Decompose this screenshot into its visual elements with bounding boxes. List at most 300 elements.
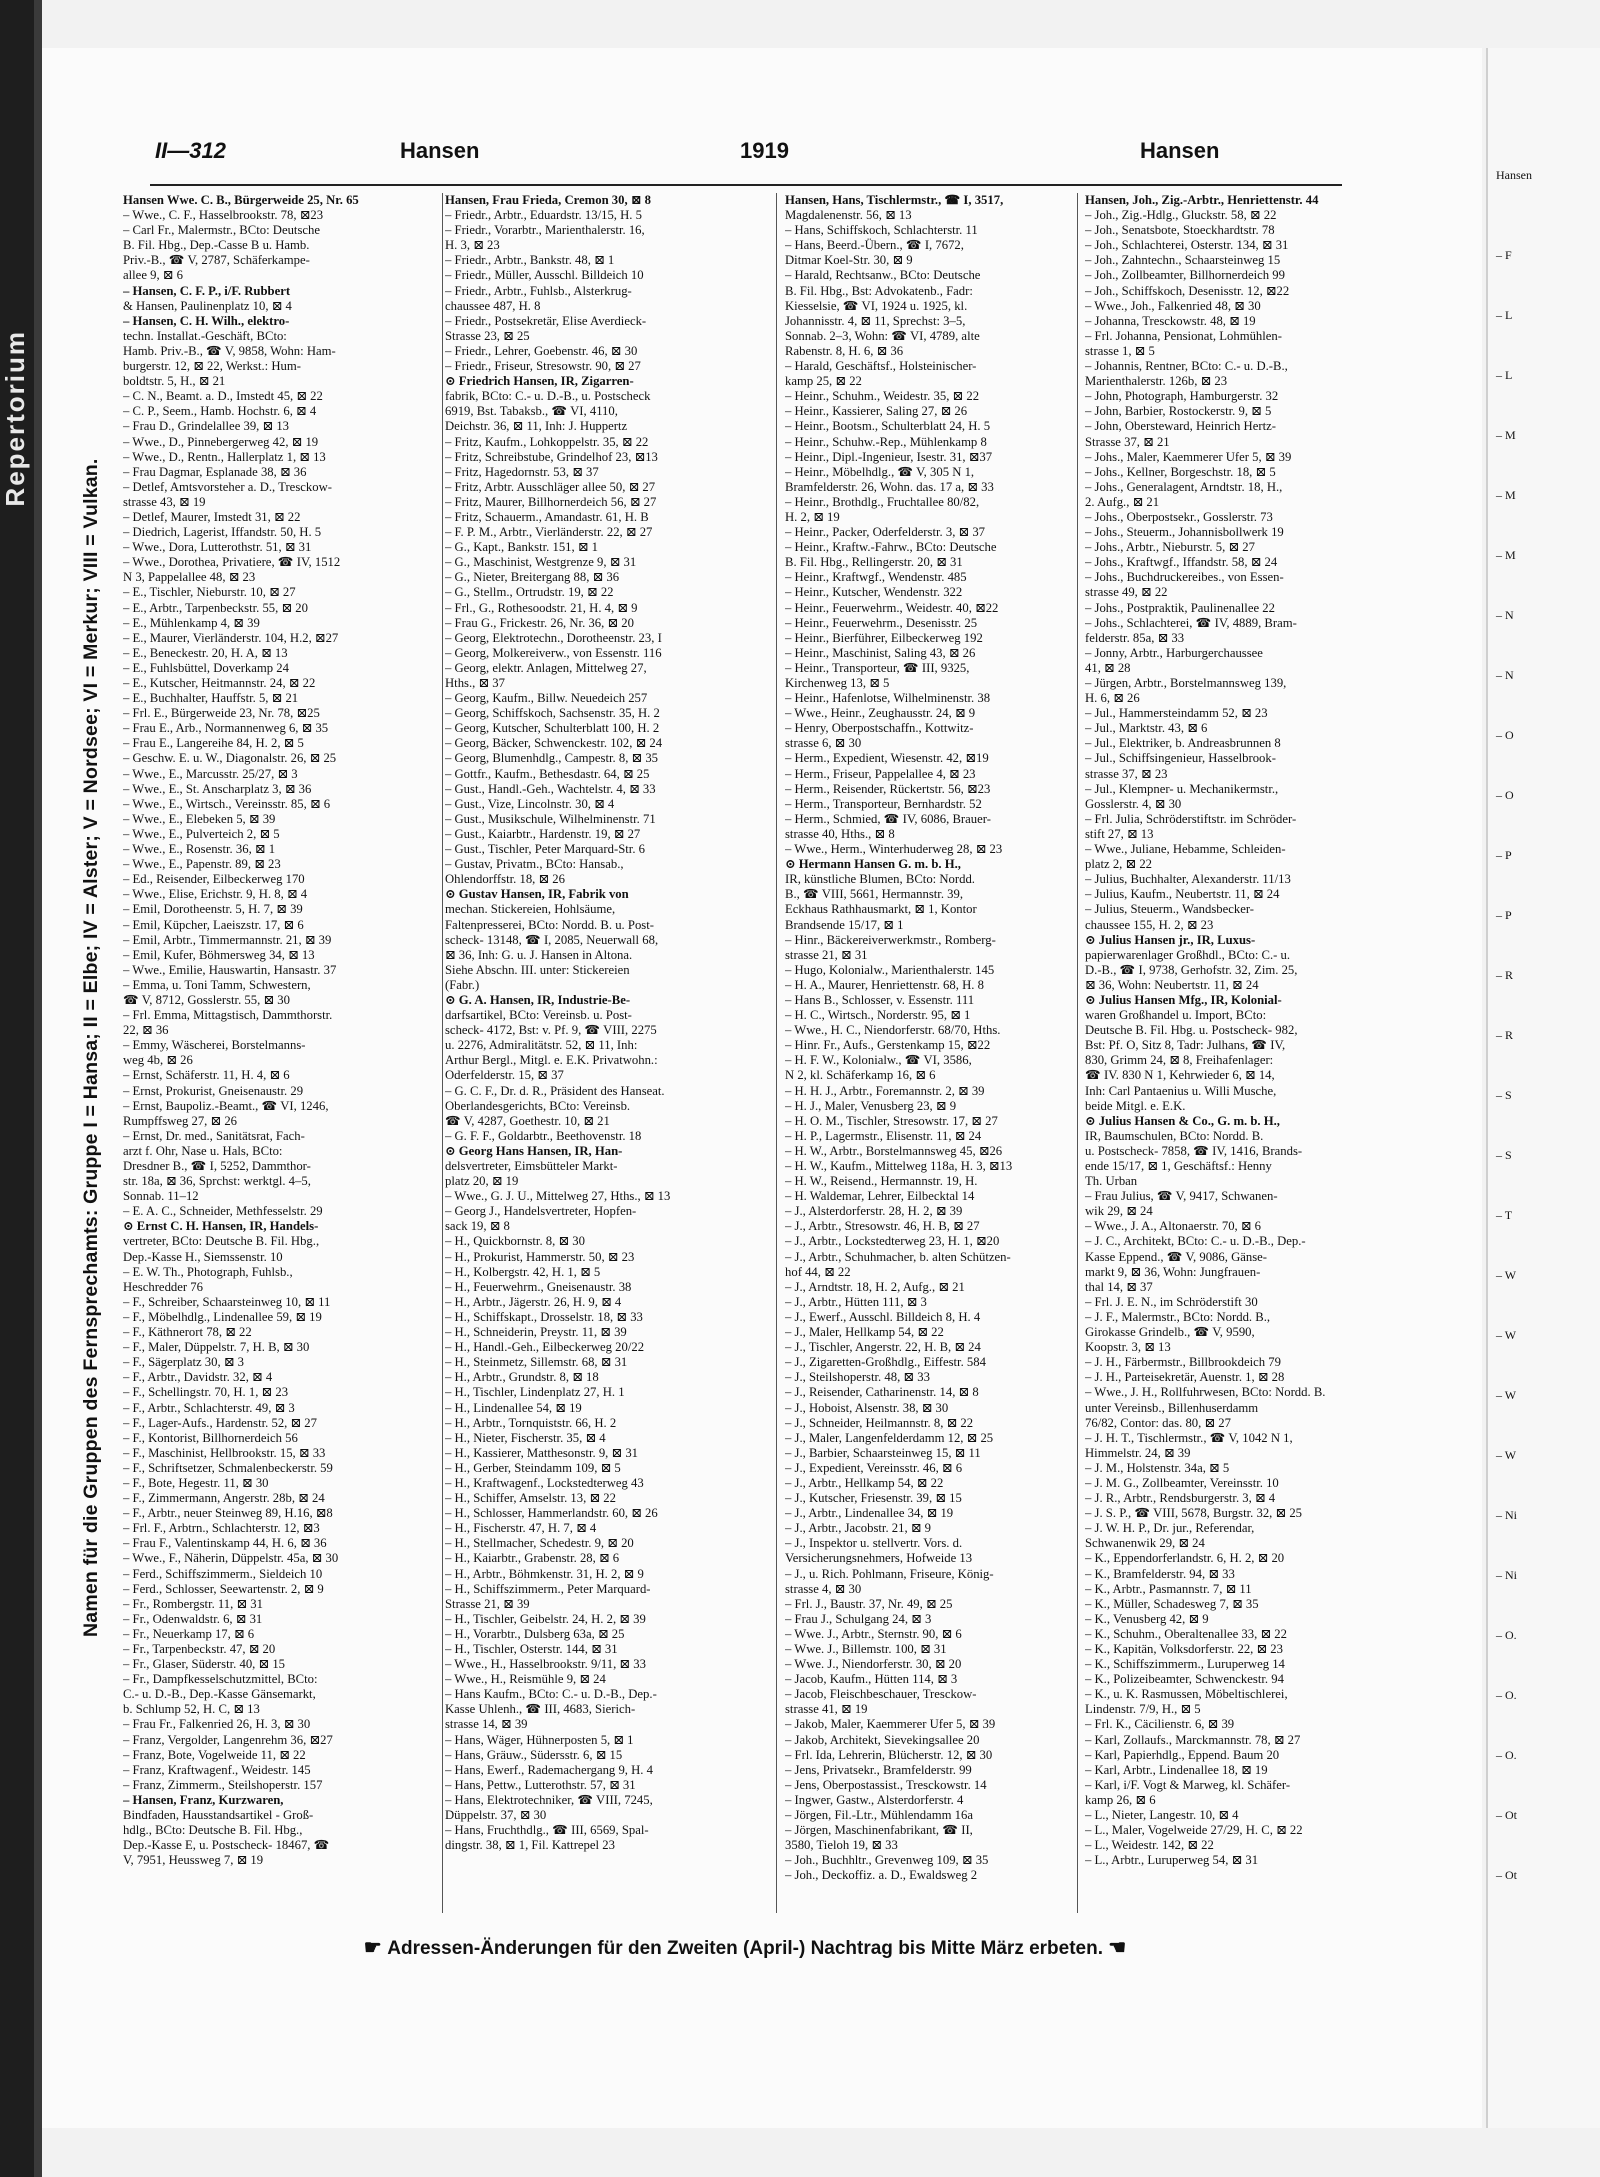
directory-entry: – F., Arbtr., Schlachterstr. 49, ⊠ 3 [123,1400,295,1415]
directory-entry: – Emmy, Wäscherei, Borstelmanns- [123,1038,306,1053]
directory-entry: Kasse Eppend., ☎ V, 9086, Gänse- [1085,1249,1268,1264]
directory-entry: – Frl. J. E. N., im Schröderstift 30 [1085,1294,1258,1309]
directory-entry: – H., Schneiderin, Preystr. 11, ⊠ 39 [445,1325,627,1340]
directory-entry: – Franz, Kraftwagenf., Weidestr. 145 [123,1762,311,1777]
directory-entry: – Johannis, Rentner, BCto: C.- u. D.-B., [1085,359,1288,374]
directory-entry: – Hans, Gräuw., Südersstr. 6, ⊠ 15 [445,1747,623,1762]
directory-entry: Faltenpresserei, BCto: Nordd. B. u. Post- [445,917,654,932]
directory-entry: H. 2, ⊠ 19 [785,509,840,524]
directory-entry: – H., Kraftwagenf., Lockstedterweg 43 [445,1475,644,1490]
directory-entry: – H. A., Maurer, Henriettenstr. 68, H. 8 [785,977,984,992]
directory-entry: – Hans, Fruchthdlg., ☎ III, 6569, Spal- [445,1823,649,1838]
directory-entry: – Ed., Reisender, Eilbeckerweg 170 [123,872,305,887]
directory-entry: – Georg, Molkereiverw., von Essenstr. 116 [445,645,662,660]
directory-entry: Dep.-Kasse H., Siemssenstr. 10 [123,1249,283,1264]
directory-entry: – Wwe. J., Billemstr. 100, ⊠ 31 [785,1642,947,1656]
directory-entry: – Joh., Zig.-Hdlg., Gluckstr. 58, ⊠ 22 [1085,208,1277,223]
directory-entry: – F., Sägerplatz 30, ⊠ 3 [123,1355,244,1370]
directory-entry: – Jul., Marktstr. 43, ⊠ 6 [1085,721,1208,736]
directory-entry: (Fabr.) [445,977,480,992]
directory-entry: – Herm., Expedient, Wiesenstr. 42, ⊠19 [785,751,989,766]
directory-entry: Hths., ⊠ 37 [445,676,505,690]
directory-entry: – Wwe., Dora, Lutterothstr. 51, ⊠ 31 [123,540,312,555]
directory-entry: – H., Schlosser, Hammerlandstr. 60, ⊠ 26 [445,1506,658,1521]
directory-entry: ⊙ Hermann Hansen G. m. b. H., [785,857,961,872]
directory-entry: – H. W., Kaufm., Mittelweg 118a, H. 3, ⊠13 [785,1159,1013,1173]
directory-entry: platz 2, ⊠ 22 [1085,857,1153,872]
directory-entry: – Frl. E., Bürgerweide 23, Nr. 78, ⊠25 [123,706,320,721]
directory-entry: – H., Arbtr., Tornquiststr. 66, H. 2 [445,1415,617,1430]
directory-entry: – Wwe., Dorothea, Privatiere, ☎ IV, 1512 [123,555,341,570]
directory-entry: – Johs., Schlachterei, ☎ IV, 4889, Bram- [1085,615,1297,630]
directory-entry: – Heinr., Transporteur, ☎ III, 9325, [785,660,970,675]
directory-entry: – Karl, Arbtr., Lindenallee 18, ⊠ 19 [1085,1762,1268,1777]
directory-entry: – E., Buchhalter, Hauffstr. 5, ⊠ 21 [123,691,299,706]
directory-entry: – Hans, Wäger, Hühnerposten 5, ⊠ 1 [445,1732,634,1747]
directory-entry: – Franz, Vergolder, Langenrehm 36, ⊠27 [123,1732,333,1747]
directory-entry: – F., Schellingstr. 70, H. 1, ⊠ 23 [123,1385,289,1400]
directory-entry: boldtstr. 5, H., ⊠ 21 [123,374,226,389]
directory-entry: Dresdner B., ☎ I, 5252, Dammthor- [123,1159,311,1173]
directory-entry: – Ernst, Schäferstr. 11, H. 4, ⊠ 6 [123,1068,290,1083]
directory-entry: Strasse 37, ⊠ 21 [1085,434,1170,449]
gutter-title: Repertorium [0,330,30,507]
directory-entry: stift 27, ⊠ 13 [1085,826,1154,841]
directory-entry: u. 2276, Admiralitätstr. 52, ⊠ 11, Inh: [445,1038,638,1053]
directory-entry: – E., Beneckestr. 20, H. A, ⊠ 13 [123,645,288,660]
directory-entry: techn. Installat.-Geschäft, BCto: [123,328,287,343]
directory-entry: – Emma, u. Toni Tamm, Schwestern, [123,977,311,992]
directory-entry: – Fr., Dampfkesselschutzmittel, BCto: [123,1672,318,1687]
directory-entry: B., ☎ VIII, 5661, Hermannstr. 39, [785,887,964,902]
directory-entry: – E., Mühlenkamp 4, ⊠ 39 [123,615,260,630]
directory-entry: – Hans, Pettw., Lutterothstr. 57, ⊠ 31 [445,1777,636,1792]
directory-entry: scheck- 13148, ☎ I, 2085, Neuerwall 68, [445,932,659,947]
pointing-hand-icon: ☚ [1108,1937,1127,1959]
directory-entry: – Detlef, Amtsvorsteher a. D., Tresckow- [123,479,332,494]
directory-entry: Hansen Wwe. C. B., Bürgerweide 25, Nr. 65 [123,193,359,207]
directory-entry: Eckhaus Rathhausmarkt, ⊠ 1, Kontor [785,902,977,917]
directory-entry: – Karl, Papierhdlg., Eppend. Baum 20 [1085,1747,1280,1762]
directory-entry: – H. J., Maler, Venusberg 23, ⊠ 9 [785,1098,957,1113]
directory-entry: – J., Arbtr., Lockstedterweg 23, H. 1, ⊠20 [785,1234,1000,1249]
directory-entry: – Jörgen, Fil.-Ltr., Mühlendamm 16a [785,1808,973,1823]
directory-entry: Schwanenwik 29, ⊠ 24 [1085,1536,1205,1551]
directory-entry: sack 19, ⊠ 8 [445,1219,510,1234]
column-divider [442,193,443,1913]
directory-entry: – G. F. F., Goldarbtr., Beethovenstr. 18 [445,1128,642,1143]
directory-entry: – Jens, Privatsekr., Bramfelderstr. 99 [785,1762,972,1777]
directory-entry: – K., u. K. Rasmussen, Möbeltischlerei, [1085,1687,1288,1702]
directory-entry: – Karl, i/F. Vogt & Marweg, kl. Schäfer- [1085,1777,1291,1792]
directory-entry: – Joh., Deckoffiz. a. D., Ewaldsweg 2 [785,1868,978,1883]
directory-entry: – K., Schiffszimmerm., Luruperweg 14 [1085,1657,1285,1672]
directory-entry: Deichstr. 36, ⊠ 11, Inh: J. Huppertz [445,419,628,434]
page-header [150,138,1340,174]
directory-entry: unter Vereinsb., Billenhuserdamm [1085,1400,1259,1415]
directory-entry: – Gottfr., Kaufm., Bethesdastr. 64, ⊠ 25 [445,766,650,781]
directory-entry: – Joh., Zahntechn., Schaarsteinweg 15 [1085,253,1281,268]
directory-entry: – Frau E., Langereihe 84, H. 2, ⊠ 5 [123,736,304,751]
directory-entry: – Wwe., D., Pinnebergerweg 42, ⊠ 19 [123,434,319,449]
directory-entry: – Hugo, Kolonialw., Marienthalerstr. 145 [785,962,995,977]
directory-entry: – Frau D., Grindelallee 39, ⊠ 13 [123,419,290,434]
directory-entry: – F., Schreiber, Schaarsteinweg 10, ⊠ 11 [123,1294,331,1309]
directory-entry: – J. H. T., Tischlermstr., ☎ V, 1042 N 1, [1085,1430,1293,1445]
directory-entry: ende 15/17, ⊠ 1, Geschäftsf.: Henny [1085,1159,1272,1173]
directory-entry: B. Fil. Hbg., Bst: Advokatenb., Fadr: [785,283,973,298]
directory-entry: – E., Tischler, Nieburstr. 10, ⊠ 27 [123,585,296,600]
directory-entry: hof 44, ⊠ 22 [785,1264,851,1279]
directory-entry: – John, Photograph, Hamburgerstr. 32 [1085,389,1279,404]
directory-entry: – Wwe., F., Näherin, Düppelstr. 45a, ⊠ 30 [123,1551,339,1566]
directory-entry: – Fritz, Schreibstube, Grindelhof 23, ⊠13 [445,449,658,464]
directory-entry: – Heinr., Feuerwehrm., Weidestr. 40, ⊠22 [785,600,999,615]
directory-entry: – F., Maschinist, Hellbrookstr. 15, ⊠ 33 [123,1445,326,1460]
directory-entry: – Wwe., E., Pulverteich 2, ⊠ 5 [123,826,280,841]
directory-entry: – F., Kontorist, Billhornerdeich 56 [123,1430,298,1445]
directory-entry: – Frl. Emma, Mittagstisch, Dammthorstr. [123,1008,333,1023]
directory-entry: – E. A. C., Schneider, Methfesselstr. 29 [123,1204,323,1219]
directory-entry: – Heinr., Kraftw.-Fahrw., BCto: Deutsche [785,540,997,555]
directory-entry: allee 9, ⊠ 6 [123,268,183,283]
directory-entry: – Frl. J., Baustr. 37, Nr. 49, ⊠ 25 [785,1596,953,1611]
directory-entry: – Hinr., Bäckereiverwerkmstr., Romberg- [785,932,996,947]
directory-entry: strasse 1, ⊠ 5 [1085,343,1155,358]
directory-entry: darfsartikel, BCto: Vereinsb. u. Post- [445,1008,632,1023]
directory-entry: – H., Arbtr., Böhmkenstr. 31, H. 2, ⊠ 9 [445,1566,644,1581]
directory-entry: – F., Arbtr., neuer Steinweg 89, H.16, ⊠8 [123,1506,333,1521]
directory-entry: – J., Arbtr., Schuhmacher, b. alten Schützen- [785,1249,1011,1264]
directory-entry: Rumpffsweg 27, ⊠ 26 [123,1113,238,1128]
directory-entry: H. 6, ⊠ 26 [1085,691,1140,706]
directory-entry: – Gust., Vize, Lincolnstr. 30, ⊠ 4 [445,796,615,811]
directory-entry: strasse 40, Hths., ⊠ 8 [785,826,895,841]
directory-entry: – Jens, Oberpostassist., Tresckowstr. 14 [785,1777,987,1792]
directory-entry: – F., Möbelhdlg., Lindenallee 59, ⊠ 19 [123,1309,322,1324]
directory-entry: – H., Nieter, Fischerstr. 35, ⊠ 4 [445,1430,606,1445]
directory-entry: strasse 21, ⊠ 31 [785,947,868,962]
directory-entry: ☎ IV. 830 N 1, Kehrwieder 6, ⊠ 14, [1085,1068,1275,1083]
directory-entry: Inh: Carl Pantaenius u. Willi Musche, [1085,1083,1277,1098]
directory-entry: – H., Lindenallee 54, ⊠ 19 [445,1400,582,1415]
directory-entry: – Fr., Rombergstr. 11, ⊠ 31 [123,1596,263,1611]
directory-entry: Priv.-B., ☎ V, 2787, Schäferkampe- [123,253,310,268]
directory-entry: Sonnab. 11–12 [123,1189,199,1204]
directory-entry: N 2, kl. Schäferkamp 16, ⊠ 6 [785,1068,936,1083]
directory-entry: Bst: Pf. O, Sitz 8, Tadr: Julhans, ☎ IV, [1085,1038,1286,1053]
directory-entry: – H. C., Wirtsch., Norderstr. 95, ⊠ 1 [785,1008,971,1023]
directory-entry: – Wwe., Juliane, Hebamme, Schleiden- [1085,842,1286,857]
directory-entry: fabrik, BCto: C.- u. D.-B., u. Postscheck [445,389,651,404]
directory-entry: – Karl, Zollaufs., Marckmannstr. 78, ⊠ 27 [1085,1732,1301,1747]
directory-entry: – J., Barbier, Schaarsteinweg 15, ⊠ 11 [785,1445,981,1460]
directory-entry: Hansen, Joh., Zig.-Arbtr., Henriettenstr. 44 [1085,193,1319,207]
directory-entry: ⊙ Ernst C. H. Hansen, IR, Handels- [123,1219,319,1234]
directory-entry: Düppelstr. 37, ⊠ 30 [445,1808,547,1823]
directory-entry: Hansen, Hans, Tischlermstr., ☎ I, 3517, [785,193,1004,207]
directory-entry: – Wwe., E., Wirtsch., Vereinsstr. 85, ⊠ 6 [123,796,331,811]
directory-entry: 6919, Bst. Tabaksb., ☎ VI, 4110, [445,404,618,419]
directory-entry: – K., Bramfelderstr. 94, ⊠ 33 [1085,1566,1235,1581]
directory-entry: – K., Müller, Schadesweg 7, ⊠ 35 [1085,1596,1259,1611]
directory-entry: – H., Tischler, Lindenplatz 27, H. 1 [445,1385,625,1400]
column-3 [785,193,1070,1913]
directory-entry: – Friedr., Arbtr., Fuhlsb., Alsterkrug- [445,283,632,298]
facing-page-edge: Hansen – F – L – L – M – M – M – N – N – O – O – P – P – R – R – S – S – T – W – W – W – W – Ni – Ni – O. – O. – O. – Ot – Ot [1486,48,1600,2128]
directory-entry: Kasse Uhlenh., ☎ III, 4683, Sierich- [445,1702,636,1717]
directory-entry: – Joh., Senatsbote, Stoeckhardtstr. 78 [1085,223,1275,238]
directory-entry: str. 18a, ⊠ 36, Sprchst: werktgl. 4–5, [123,1174,311,1189]
directory-entry: – Heinr., Bierführer, Eilbeckerweg 192 [785,630,983,645]
header-rule [150,184,1342,186]
directory-entry: – J. R., Arbtr., Rendsburgerstr. 3, ⊠ 4 [1085,1491,1276,1506]
directory-entry: – Wwe. J., Niendorferstr. 30, ⊠ 20 [785,1657,962,1672]
directory-entry: – H., Tischler, Geibelstr. 24, H. 2, ⊠ 39 [445,1611,646,1626]
directory-entry: hdlg., BCto: Deutsche B. Fil. Hbg., [123,1823,303,1838]
directory-entry: – Wwe., Heinr., Zeughausstr. 24, ⊠ 9 [785,706,976,721]
directory-entry: – Diedrich, Lagerist, Iffandstr. 50, H. 5 [123,525,322,540]
directory-entry: – Joh., Zollbeamter, Billhornerdeich 99 [1085,268,1285,283]
directory-entry: – Georg, Kutscher, Schulterblatt 100, H. 2 [445,721,660,736]
directory-entry: strasse 49, ⊠ 22 [1085,585,1168,600]
directory-entry: papierwarenlager Großhdl., BCto: C.- u. [1085,947,1291,962]
directory-entry: – Jacob, Fleischbeschauer, Tresckow- [785,1687,977,1702]
directory-entry: platz 20, ⊠ 19 [445,1174,519,1189]
directory-entry: – Frau J., Schulgang 24, ⊠ 3 [785,1611,932,1626]
directory-entry: chaussee 155, H. 2, ⊠ 23 [1085,917,1214,932]
directory-entry: – Ingwer, Gastw., Alsterdorferstr. 4 [785,1792,964,1807]
book-spine [0,0,34,2177]
directory-entry: 41, ⊠ 28 [1085,660,1131,675]
directory-entry: H. 3, ⊠ 23 [445,238,500,253]
directory-entry: – G., Maschinist, Westgrenze 9, ⊠ 31 [445,555,637,570]
directory-entry: – Jul., Klempner- u. Mechanikermstr., [1085,781,1279,796]
directory-entry: – Wwe., Elise, Erichstr. 9, H. 8, ⊠ 4 [123,887,308,902]
directory-entry: strasse 37, ⊠ 23 [1085,766,1168,781]
directory-entry: – Emil, Kufer, Böhmersweg 34, ⊠ 13 [123,947,315,962]
directory-entry: – Friedr., Lehrer, Goebenstr. 46, ⊠ 30 [445,343,638,358]
directory-entry: – Wwe., G. J. U., Mittelweg 27, Hths., ⊠ 13 [445,1189,671,1204]
directory-entry: – Harald, Geschäftsf., Holsteinischer- [785,359,977,374]
directory-entry: Oderfelderstr. 15, ⊠ 37 [445,1068,564,1083]
directory-entry: – Emil, Arbtr., Timmermannstr. 21, ⊠ 39 [123,932,332,947]
directory-entry: – Jul., Elektriker, b. Andreasbrunnen 8 [1085,736,1281,751]
directory-entry: – Ernst, Dr. med., Sanitätsrat, Fach- [123,1128,305,1143]
directory-entry: – H., Kolbergstr. 42, H. 1, ⊠ 5 [445,1264,601,1279]
directory-entry: – Johs., Steuerm., Johannisbollwerk 19 [1085,525,1284,540]
directory-entry: – H., Arbtr., Jägerstr. 26, H. 9, ⊠ 4 [445,1294,622,1309]
directory-entry: Ditmar Koel-Str. 30, ⊠ 9 [785,253,913,268]
directory-entry: – E., Arbtr., Tarpenbeckstr. 55, ⊠ 20 [123,600,308,615]
directory-entry: arzt f. Ohr, Nase u. Hals, BCto: [123,1143,283,1158]
directory-entry: – J., Schneider, Heilmannstr. 8, ⊠ 22 [785,1415,974,1430]
directory-entry: ⊙ Julius Hansen jr., IR, Luxus- [1085,932,1256,947]
directory-entry: strasse 4, ⊠ 30 [785,1581,862,1596]
directory-entry: – Friedr., Müller, Ausschl. Billdeich 10 [445,268,644,283]
directory-entry: Johannisstr. 4, ⊠ 11, Sprechst: 3–5, [785,313,966,328]
directory-entry: – Johs., Generalagent, Arndtstr. 18, H., [1085,479,1283,494]
directory-entry: – Detlef, Maurer, Imstedt 31, ⊠ 22 [123,509,301,524]
directory-entry: – J., Arbtr., Stresowstr. 46, H. B, ⊠ 27 [785,1219,980,1234]
directory-entry: – K., Polizeibeamter, Schwenckestr. 94 [1085,1672,1284,1687]
directory-entry: Rabenstr. 8, H. 6, ⊠ 36 [785,343,904,358]
directory-entry: Heschredder 76 [123,1279,203,1294]
directory-entry: – F., Schriftsetzer, Schmalenbeckerstr. 59 [123,1460,333,1475]
directory-entry: – Heinr., Schuhw.-Rep., Mühlenkamp 8 [785,434,987,449]
directory-entry: – Wwe., C. F., Hasselbrookstr. 78, ⊠23 [123,208,324,223]
directory-entry: – K., Venusberg 42, ⊠ 9 [1085,1611,1209,1626]
directory-entry: – Frl., G., Rothesoodstr. 21, H. 4, ⊠ 9 [445,600,638,615]
directory-entry: – Frl. K., Cäcilienstr. 6, ⊠ 39 [1085,1717,1235,1732]
directory-entry: – Jul., Hammersteindamm 52, ⊠ 23 [1085,706,1268,721]
directory-entry: N 3, Pappelallee 48, ⊠ 23 [123,570,256,585]
directory-entry: – Johs., Arbtr., Nieburstr. 5, ⊠ 27 [1085,540,1255,555]
directory-entry: 76/82, Contor: das. 80, ⊠ 27 [1085,1415,1231,1430]
directory-entry: – Heinr., Brothdlg., Fruchtallee 80/82, [785,494,980,509]
directory-entry: – E., Kutscher, Heitmannstr. 24, ⊠ 22 [123,676,316,690]
directory-entry: – J., Ewerf., Ausschl. Billdeich 8, H. 4 [785,1309,981,1324]
directory-entry: – Joh., Schlachterei, Osterstr. 134, ⊠ 31 [1085,238,1289,253]
directory-entry: – J., Hoboist, Alsenstr. 38, ⊠ 30 [785,1400,949,1415]
directory-entry: – Wwe., E., Papenstr. 89, ⊠ 23 [123,857,281,872]
directory-entry: – Heinr., Packer, Oderfelderstr. 3, ⊠ 37 [785,525,986,540]
directory-entry: – J. W. H. P., Dr. jur., Referendar, [1085,1521,1255,1536]
column-divider [1077,193,1078,1913]
directory-entry: – H. W., Reisend., Hermannstr. 19, H. [785,1174,978,1189]
column-2 [445,193,767,1913]
directory-entry: Bindfaden, Hausstandsartikel - Groß- [123,1808,314,1823]
directory-entry: – Wwe., J. A., Altonaerstr. 70, ⊠ 6 [1085,1219,1262,1234]
directory-entry: – Franz, Bote, Vogelweide 11, ⊠ 22 [123,1747,306,1762]
directory-entry: weg 4b, ⊠ 26 [123,1053,193,1068]
directory-entry: – Heinr., Feuerwehrm., Desenisstr. 25 [785,615,978,630]
book-spine-edge [34,0,42,2177]
directory-entry: – Johs., Maler, Kaemmerer Ufer 5, ⊠ 39 [1085,449,1292,464]
directory-entry: – K., Schuhm., Oberaltenallee 33, ⊠ 22 [1085,1626,1287,1641]
directory-entry: – H., Kassierer, Matthesonstr. 9, ⊠ 31 [445,1445,639,1460]
directory-entry: – F., Maler, Düppelstr. 7, H. B, ⊠ 30 [123,1340,310,1355]
exchange-groups-text: Namen für die Gruppen des Fernsprechamts: Gruppe I = Hansa; II = Elbe; IV = Alster; V = Nordsee; VI = Merkur; VIII = Vulkan. [80,458,102,1637]
directory-entry: kamp 25, ⊠ 22 [785,374,862,389]
directory-entry: – Heinr., Maschinist, Saling 43, ⊠ 26 [785,645,976,660]
directory-entry: – Carl Fr., Malermstr., BCto: Deutsche [123,223,320,238]
directory-entry: – H. F. W., Kolonialw., ☎ VI, 3586, [785,1053,972,1068]
directory-entry: – F., Lager-Aufs., Hardenstr. 52, ⊠ 27 [123,1415,317,1430]
directory-entry: – H., Steinmetz, Sillemstr. 68, ⊠ 31 [445,1355,628,1370]
directory-entry: – Ernst, Prokurist, Gneisenaustr. 29 [123,1083,304,1098]
directory-entry: – J., Inspektor u. stellvertr. Vors. d. [785,1536,963,1551]
directory-entry: – Wwe., Herm., Winterhuderweg 28, ⊠ 23 [785,842,1003,857]
directory-entry: – John, Barbier, Rostockerstr. 9, ⊠ 5 [1085,404,1272,419]
directory-entry: Brandsende 15/17, ⊠ 1 [785,917,904,932]
directory-entry: – Frl. Ida, Lehrerin, Blücherstr. 12, ⊠ 30 [785,1747,993,1762]
directory-entry: Strasse 21, ⊠ 39 [445,1596,530,1611]
directory-entry: – Georg, Bäcker, Schwenckestr. 102, ⊠ 24 [445,736,663,751]
directory-entry: – G., Stellm., Ortrudstr. 19, ⊠ 22 [445,585,614,600]
directory-entry: dingstr. 38, ⊠ 1, Fil. Kattrepel 23 [445,1838,615,1853]
directory-entry: – Heinr., Kutscher, Wendenstr. 322 [785,585,963,600]
directory-entry: – Fr., Glaser, Süderstr. 40, ⊠ 15 [123,1657,286,1672]
footer-text: Adressen-Änderungen für den Zweiten (April-) Nachtrag bis Mitte März erbeten. [387,1938,1104,1959]
directory-entry: – Ferd., Schlosser, Seewartenstr. 2, ⊠ 9 [123,1581,324,1596]
directory-entry: 3580, Tieloh 19, ⊠ 33 [785,1838,898,1853]
directory-entry: – H., Schiffskapt., Drosselstr. 18, ⊠ 33 [445,1309,643,1324]
directory-entry: – Emil, Dorotheenstr. 5, H. 7, ⊠ 39 [123,902,303,917]
directory-entry: – H., Quickbornstr. 8, ⊠ 30 [445,1234,585,1249]
directory-entry: – Joh., Schiffskoch, Desenisstr. 12, ⊠22 [1085,283,1290,298]
directory-entry: – H., Fischerstr. 47, H. 7, ⊠ 4 [445,1521,597,1536]
directory-entry: Marienthalerstr. 126b, ⊠ 23 [1085,374,1228,389]
directory-entry: – Georg J., Handelsvertreter, Hopfen- [445,1204,637,1219]
directory-entry: – J. H., Färbermstr., Billbrookdeich 79 [1085,1355,1281,1370]
directory-entry: V, 7951, Heussweg 7, ⊠ 19 [123,1853,264,1868]
directory-entry: – J., Maler, Langenfelderdamm 12, ⊠ 25 [785,1430,994,1445]
directory-entry: – L., Arbtr., Luruperweg 54, ⊠ 31 [1085,1853,1259,1868]
directory-entry: – Gust., Tischler, Peter Marquard-Str. 6 [445,842,646,857]
directory-entry: – Jörgen, Maschinenfabrikant, ☎ II, [785,1823,973,1838]
directory-entry: – J., u. Rich. Pohlmann, Friseure, König- [785,1566,994,1581]
directory-entry: – Herm., Reisender, Rückertstr. 56, ⊠23 [785,781,991,796]
directory-entry: – K., Eppendorferlandstr. 6, H. 2, ⊠ 20 [1085,1551,1285,1566]
directory-entry: Lindenstr. 7/9, H., ⊠ 5 [1085,1702,1201,1717]
directory-entry: – J., Expedient, Vereinsstr. 46, ⊠ 6 [785,1460,963,1475]
directory-entry: – Herm., Transporteur, Bernhardstr. 52 [785,796,982,811]
directory-entry: – Wwe., E., St. Anscharplatz 3, ⊠ 36 [123,781,312,796]
directory-entry: – Hansen, Franz, Kurzwaren, [123,1792,284,1807]
directory-entry: – Johs., Postpraktik, Paulinenallee 22 [1085,600,1275,615]
directory-entry: – Julius, Kaufm., Neubertstr. 11, ⊠ 24 [1085,887,1280,902]
directory-entry: – F., Zimmermann, Angerstr. 28b, ⊠ 24 [123,1491,325,1506]
directory-entry: – Johs., Kellner, Borgeschstr. 18, ⊠ 5 [1085,464,1276,479]
directory-entry: – Heinr., Kraftwgf., Wendenstr. 485 [785,570,967,585]
directory-entry: Magdalenenstr. 56, ⊠ 13 [785,208,912,223]
exchange-groups-sidebar [80,195,114,1900]
directory-entry: – E., Fuhlsbüttel, Doverkamp 24 [123,660,289,675]
directory-entry: – E., Maurer, Vierländerstr. 104, H.2, ⊠27 [123,630,339,645]
directory-entry: – C. N., Beamt. a. D., Imstedt 45, ⊠ 22 [123,389,323,404]
directory-entry: B. Fil. Hbg., Rellingerstr. 20, ⊠ 31 [785,555,963,570]
header-right-name: Hansen [1140,138,1220,163]
directory-entry: – Gustav, Privatm., BCto: Hansab., [445,857,624,872]
directory-entry: – Gust., Handl.-Geh., Wachtelstr. 4, ⊠ 33 [445,781,656,796]
directory-entry: – Geschw. E. u. W., Diagonalstr. 26, ⊠ 25 [123,751,337,766]
directory-entry: burgerstr. 12, ⊠ 22, Werkst.: Hum- [123,359,301,374]
directory-entry: – H., Prokurist, Hammerstr. 50, ⊠ 23 [445,1249,635,1264]
directory-entry: – Fritz, Arbtr. Ausschläger allee 50, ⊠ 27 [445,479,656,494]
directory-entry: ⊠ 36, Inh: G. u. J. Hansen in Altona. [445,947,633,962]
header-year: 1919 [740,138,789,163]
directory-entry: – F., Käthnerort 78, ⊠ 22 [123,1325,252,1340]
directory-entry: – Herm., Schmied, ☎ IV, 6086, Brauer- [785,811,991,826]
directory-entry: chaussee 487, H. 8 [445,298,541,313]
directory-entry: mechan. Stickereien, Hohlsäume, [445,902,616,917]
directory-entry: – Hans, Ewerf., Rademachergang 9, H. 4 [445,1762,653,1777]
directory-entry: – Frl. F., Arbtrn., Schlachterstr. 12, ⊠3 [123,1521,320,1536]
directory-entry: – Wwe., Joh., Falkenried 48, ⊠ 30 [1085,298,1261,313]
directory-entry: wik 29, ⊠ 24 [1085,1204,1153,1219]
directory-entry: – Friedr., Friseur, Stresowstr. 90, ⊠ 27 [445,359,641,374]
footer-notice [245,1935,1245,1960]
directory-entry: – F. P. M., Arbtr., Vierländerstr. 22, ⊠ 27 [445,525,653,540]
directory-entry: – Heinr., Schuhm., Weidestr. 35, ⊠ 22 [785,389,980,404]
directory-entry: waren Großhandel u. Import, BCto: [1085,1008,1267,1023]
directory-entry: – Gust., Kaiarbtr., Hardenstr. 19, ⊠ 27 [445,826,641,841]
directory-entry: – Hansen, C. H. Wilh., elektro- [123,313,290,328]
directory-entry: – Herm., Friseur, Pappelallee 4, ⊠ 23 [785,766,976,781]
directory-entry: delsvertreter, Eimsbütteler Markt- [445,1159,618,1173]
directory-entry: strasse 41, ⊠ 19 [785,1702,868,1717]
